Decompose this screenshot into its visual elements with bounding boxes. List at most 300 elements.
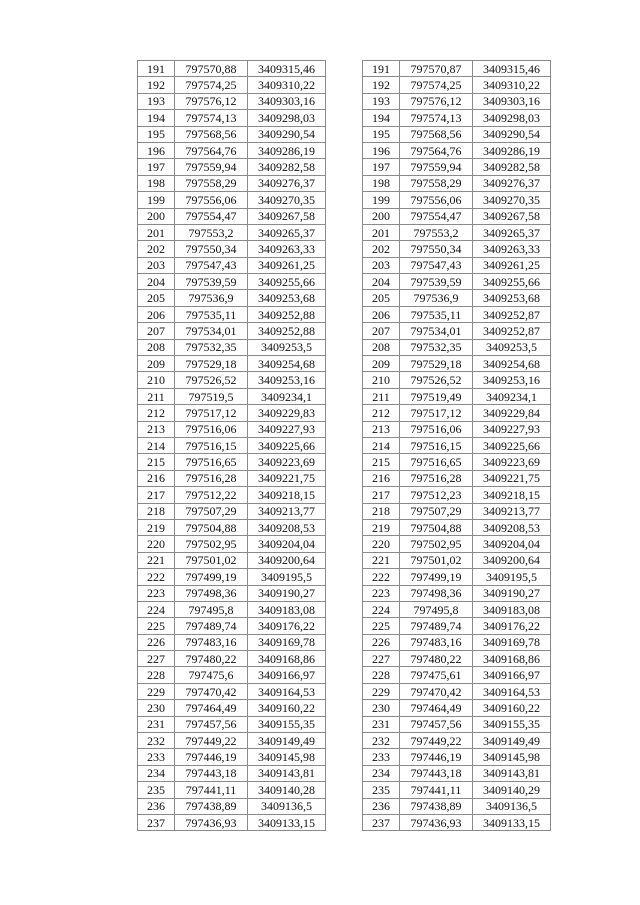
x-coordinate-cell: 797499,19 — [175, 569, 248, 585]
table-row — [138, 651, 326, 667]
point-number-cell: 232 — [138, 733, 175, 749]
table-row — [363, 175, 551, 191]
x-coordinate-cell: 797539,59 — [175, 274, 248, 290]
table-row — [138, 306, 326, 322]
point-number-cell: 222 — [138, 569, 175, 585]
y-coordinate-cell: 3409225,66 — [473, 437, 551, 453]
point-number-cell: 213 — [363, 421, 400, 437]
x-coordinate-cell: 797449,22 — [175, 733, 248, 749]
table-row — [138, 503, 326, 519]
table-row — [363, 454, 551, 470]
table-row — [138, 437, 326, 453]
y-coordinate-cell: 3409252,87 — [473, 306, 551, 322]
x-coordinate-cell: 797446,19 — [175, 749, 248, 765]
y-coordinate-cell: 3409166,97 — [473, 667, 551, 683]
x-coordinate-cell: 797441,11 — [175, 782, 248, 798]
table-row — [138, 241, 326, 257]
point-number-cell: 229 — [138, 683, 175, 699]
x-coordinate-cell: 797516,65 — [175, 454, 248, 470]
y-coordinate-cell: 3409140,29 — [473, 782, 551, 798]
y-coordinate-cell: 3409267,58 — [248, 208, 326, 224]
point-number-cell: 222 — [363, 569, 400, 585]
x-coordinate-cell: 797512,23 — [400, 487, 473, 503]
table-row — [138, 683, 326, 699]
table-row — [363, 274, 551, 290]
x-coordinate-cell: 797507,29 — [175, 503, 248, 519]
x-coordinate-cell: 797436,93 — [175, 814, 248, 830]
table-row — [138, 61, 326, 77]
table-row — [363, 733, 551, 749]
point-number-cell: 224 — [138, 601, 175, 617]
x-coordinate-cell: 797489,74 — [175, 618, 248, 634]
table-row — [138, 798, 326, 814]
y-coordinate-cell: 3409254,68 — [473, 356, 551, 372]
x-coordinate-cell: 797547,43 — [400, 257, 473, 273]
point-number-cell: 223 — [138, 585, 175, 601]
table-row — [138, 323, 326, 339]
point-number-cell: 191 — [138, 61, 175, 77]
point-number-cell: 195 — [363, 126, 400, 142]
x-coordinate-cell: 797559,94 — [175, 159, 248, 175]
y-coordinate-cell: 3409221,75 — [248, 470, 326, 486]
y-coordinate-cell: 3409133,15 — [473, 814, 551, 830]
x-coordinate-cell: 797516,06 — [175, 421, 248, 437]
y-coordinate-cell: 3409168,86 — [473, 651, 551, 667]
y-coordinate-cell: 3409270,35 — [248, 192, 326, 208]
y-coordinate-cell: 3409136,5 — [248, 798, 326, 814]
point-number-cell: 199 — [138, 192, 175, 208]
y-coordinate-cell: 3409164,53 — [473, 683, 551, 699]
y-coordinate-cell: 3409168,86 — [248, 651, 326, 667]
y-coordinate-cell: 3409290,54 — [473, 126, 551, 142]
y-coordinate-cell: 3409195,5 — [473, 569, 551, 585]
x-coordinate-cell: 797554,47 — [175, 208, 248, 224]
y-coordinate-cell: 3409267,58 — [473, 208, 551, 224]
table-row — [363, 126, 551, 142]
point-number-cell: 219 — [363, 519, 400, 535]
point-number-cell: 197 — [138, 159, 175, 175]
y-coordinate-cell: 3409166,97 — [248, 667, 326, 683]
table-row — [363, 683, 551, 699]
x-coordinate-cell: 797535,11 — [400, 306, 473, 322]
x-coordinate-cell: 797441,11 — [400, 782, 473, 798]
table-row — [138, 405, 326, 421]
point-number-cell: 221 — [138, 552, 175, 568]
x-coordinate-cell: 797576,12 — [175, 93, 248, 109]
y-coordinate-cell: 3409227,93 — [248, 421, 326, 437]
table-row — [363, 372, 551, 388]
x-coordinate-cell: 797568,56 — [400, 126, 473, 142]
table-row — [138, 716, 326, 732]
table-row — [138, 536, 326, 552]
x-coordinate-cell: 797517,12 — [175, 405, 248, 421]
x-coordinate-cell: 797501,02 — [400, 552, 473, 568]
y-coordinate-cell: 3409253,68 — [473, 290, 551, 306]
x-coordinate-cell: 797475,6 — [175, 667, 248, 683]
point-number-cell: 213 — [138, 421, 175, 437]
x-coordinate-cell: 797519,49 — [400, 388, 473, 404]
y-coordinate-cell: 3409200,64 — [473, 552, 551, 568]
table-row — [138, 372, 326, 388]
y-coordinate-cell: 3409261,25 — [248, 257, 326, 273]
y-coordinate-cell: 3409253,16 — [473, 372, 551, 388]
table-row — [363, 552, 551, 568]
x-coordinate-cell: 797556,06 — [400, 192, 473, 208]
table-row — [138, 93, 326, 109]
table-row — [363, 257, 551, 273]
x-coordinate-cell: 797574,25 — [400, 77, 473, 93]
x-coordinate-cell: 797495,8 — [175, 601, 248, 617]
table-row — [138, 765, 326, 781]
x-coordinate-cell: 797504,88 — [175, 519, 248, 535]
y-coordinate-cell: 3409208,53 — [473, 519, 551, 535]
x-coordinate-cell: 797570,87 — [400, 61, 473, 77]
x-coordinate-cell: 797519,5 — [175, 388, 248, 404]
y-coordinate-cell: 3409140,28 — [248, 782, 326, 798]
table-row — [363, 356, 551, 372]
x-coordinate-cell: 797576,12 — [400, 93, 473, 109]
y-coordinate-cell: 3409229,84 — [473, 405, 551, 421]
x-coordinate-cell: 797564,76 — [175, 142, 248, 158]
x-coordinate-cell: 797438,89 — [175, 798, 248, 814]
y-coordinate-cell: 3409149,49 — [248, 733, 326, 749]
point-number-cell: 197 — [363, 159, 400, 175]
y-coordinate-cell: 3409252,88 — [248, 306, 326, 322]
table-row — [363, 503, 551, 519]
table-row — [363, 814, 551, 830]
point-number-cell: 210 — [138, 372, 175, 388]
point-number-cell: 200 — [138, 208, 175, 224]
table-row — [138, 454, 326, 470]
y-coordinate-cell: 3409286,19 — [473, 142, 551, 158]
x-coordinate-cell: 797443,18 — [175, 765, 248, 781]
point-number-cell: 216 — [363, 470, 400, 486]
x-coordinate-cell: 797446,19 — [400, 749, 473, 765]
y-coordinate-cell: 3409265,37 — [473, 224, 551, 240]
y-coordinate-cell: 3409160,22 — [248, 700, 326, 716]
table-row — [363, 585, 551, 601]
y-coordinate-cell: 3409310,22 — [473, 77, 551, 93]
table-row — [363, 93, 551, 109]
x-coordinate-cell: 797534,01 — [175, 323, 248, 339]
x-coordinate-cell: 797568,56 — [175, 126, 248, 142]
y-coordinate-cell: 3409164,53 — [248, 683, 326, 699]
x-coordinate-cell: 797535,11 — [175, 306, 248, 322]
x-coordinate-cell: 797512,22 — [175, 487, 248, 503]
table-row — [138, 356, 326, 372]
y-coordinate-cell: 3409310,22 — [248, 77, 326, 93]
table-row — [363, 241, 551, 257]
point-number-cell: 231 — [363, 716, 400, 732]
table-row — [363, 306, 551, 322]
x-coordinate-cell: 797483,16 — [400, 634, 473, 650]
table-row — [363, 618, 551, 634]
point-number-cell: 208 — [363, 339, 400, 355]
table-row — [363, 700, 551, 716]
x-coordinate-cell: 797532,35 — [175, 339, 248, 355]
table-row — [138, 487, 326, 503]
point-number-cell: 205 — [138, 290, 175, 306]
point-number-cell: 237 — [363, 814, 400, 830]
point-number-cell: 206 — [138, 306, 175, 322]
table-row — [363, 749, 551, 765]
y-coordinate-cell: 3409234,1 — [473, 388, 551, 404]
point-number-cell: 205 — [363, 290, 400, 306]
table-row — [138, 782, 326, 798]
table-row — [363, 405, 551, 421]
x-coordinate-cell: 797516,28 — [175, 470, 248, 486]
table-row — [363, 323, 551, 339]
table-row — [138, 192, 326, 208]
table-row — [138, 470, 326, 486]
x-coordinate-cell: 797436,93 — [400, 814, 473, 830]
table-row — [138, 601, 326, 617]
point-number-cell: 234 — [363, 765, 400, 781]
x-coordinate-cell: 797480,22 — [400, 651, 473, 667]
coordinates-table-left-body — [138, 61, 326, 831]
x-coordinate-cell: 797495,8 — [400, 601, 473, 617]
point-number-cell: 229 — [363, 683, 400, 699]
x-coordinate-cell: 797499,19 — [400, 569, 473, 585]
y-coordinate-cell: 3409133,15 — [248, 814, 326, 830]
point-number-cell: 212 — [138, 405, 175, 421]
table-row — [363, 470, 551, 486]
point-number-cell: 215 — [138, 454, 175, 470]
table-row — [363, 601, 551, 617]
point-number-cell: 211 — [138, 388, 175, 404]
table-row — [363, 667, 551, 683]
y-coordinate-cell: 3409229,83 — [248, 405, 326, 421]
y-coordinate-cell: 3409218,15 — [473, 487, 551, 503]
table-row — [138, 814, 326, 830]
y-coordinate-cell: 3409155,35 — [248, 716, 326, 732]
y-coordinate-cell: 3409282,58 — [248, 159, 326, 175]
table-row — [363, 110, 551, 126]
table-row — [138, 585, 326, 601]
point-number-cell: 225 — [138, 618, 175, 634]
y-coordinate-cell: 3409303,16 — [473, 93, 551, 109]
point-number-cell: 215 — [363, 454, 400, 470]
point-number-cell: 228 — [363, 667, 400, 683]
y-coordinate-cell: 3409225,66 — [248, 437, 326, 453]
table-row — [138, 274, 326, 290]
table-row — [138, 77, 326, 93]
point-number-cell: 212 — [363, 405, 400, 421]
y-coordinate-cell: 3409160,22 — [473, 700, 551, 716]
x-coordinate-cell: 797574,13 — [175, 110, 248, 126]
x-coordinate-cell: 797457,56 — [175, 716, 248, 732]
y-coordinate-cell: 3409253,5 — [473, 339, 551, 355]
point-number-cell: 214 — [363, 437, 400, 453]
y-coordinate-cell: 3409155,35 — [473, 716, 551, 732]
y-coordinate-cell: 3409263,33 — [473, 241, 551, 257]
table-row — [363, 421, 551, 437]
point-number-cell: 192 — [138, 77, 175, 93]
x-coordinate-cell: 797489,74 — [400, 618, 473, 634]
point-number-cell: 237 — [138, 814, 175, 830]
x-coordinate-cell: 797536,9 — [400, 290, 473, 306]
x-coordinate-cell: 797574,25 — [175, 77, 248, 93]
point-number-cell: 195 — [138, 126, 175, 142]
point-number-cell: 218 — [138, 503, 175, 519]
y-coordinate-cell: 3409234,1 — [248, 388, 326, 404]
table-row — [138, 618, 326, 634]
point-number-cell: 236 — [363, 798, 400, 814]
table-row — [138, 421, 326, 437]
table-row — [138, 290, 326, 306]
point-number-cell: 199 — [363, 192, 400, 208]
point-number-cell: 218 — [363, 503, 400, 519]
point-number-cell: 209 — [363, 356, 400, 372]
point-number-cell: 196 — [363, 142, 400, 158]
point-number-cell: 217 — [138, 487, 175, 503]
y-coordinate-cell: 3409315,46 — [473, 61, 551, 77]
table-row — [363, 77, 551, 93]
point-number-cell: 223 — [363, 585, 400, 601]
y-coordinate-cell: 3409195,5 — [248, 569, 326, 585]
point-number-cell: 235 — [138, 782, 175, 798]
point-number-cell: 191 — [363, 61, 400, 77]
y-coordinate-cell: 3409190,27 — [248, 585, 326, 601]
y-coordinate-cell: 3409200,64 — [248, 552, 326, 568]
y-coordinate-cell: 3409255,66 — [473, 274, 551, 290]
y-coordinate-cell: 3409253,68 — [248, 290, 326, 306]
x-coordinate-cell: 797507,29 — [400, 503, 473, 519]
table-row — [138, 110, 326, 126]
point-number-cell: 198 — [363, 175, 400, 191]
x-coordinate-cell: 797532,35 — [400, 339, 473, 355]
y-coordinate-cell: 3409265,37 — [248, 224, 326, 240]
x-coordinate-cell: 797470,42 — [175, 683, 248, 699]
point-number-cell: 203 — [138, 257, 175, 273]
x-coordinate-cell: 797539,59 — [400, 274, 473, 290]
point-number-cell: 196 — [138, 142, 175, 158]
x-coordinate-cell: 797516,28 — [400, 470, 473, 486]
table-row — [363, 798, 551, 814]
x-coordinate-cell: 797443,18 — [400, 765, 473, 781]
point-number-cell: 233 — [138, 749, 175, 765]
y-coordinate-cell: 3409169,78 — [473, 634, 551, 650]
point-number-cell: 221 — [363, 552, 400, 568]
table-row — [138, 388, 326, 404]
y-coordinate-cell: 3409270,35 — [473, 192, 551, 208]
point-number-cell: 224 — [363, 601, 400, 617]
x-coordinate-cell: 797483,16 — [175, 634, 248, 650]
point-number-cell: 207 — [363, 323, 400, 339]
point-number-cell: 200 — [363, 208, 400, 224]
y-coordinate-cell: 3409303,16 — [248, 93, 326, 109]
table-row — [138, 519, 326, 535]
point-number-cell: 208 — [138, 339, 175, 355]
x-coordinate-cell: 797550,34 — [400, 241, 473, 257]
y-coordinate-cell: 3409223,69 — [248, 454, 326, 470]
y-coordinate-cell: 3409252,87 — [473, 323, 551, 339]
point-number-cell: 226 — [363, 634, 400, 650]
table-row — [138, 224, 326, 240]
point-number-cell: 202 — [138, 241, 175, 257]
point-number-cell: 227 — [363, 651, 400, 667]
coordinates-table-left — [137, 60, 326, 831]
table-row — [363, 651, 551, 667]
x-coordinate-cell: 797516,15 — [400, 437, 473, 453]
point-number-cell: 211 — [363, 388, 400, 404]
x-coordinate-cell: 797516,06 — [400, 421, 473, 437]
point-number-cell: 210 — [363, 372, 400, 388]
point-number-cell: 214 — [138, 437, 175, 453]
x-coordinate-cell: 797449,22 — [400, 733, 473, 749]
y-coordinate-cell: 3409282,58 — [473, 159, 551, 175]
table-row — [138, 733, 326, 749]
y-coordinate-cell: 3409290,54 — [248, 126, 326, 142]
y-coordinate-cell: 3409298,03 — [473, 110, 551, 126]
table-row — [138, 257, 326, 273]
x-coordinate-cell: 797516,15 — [175, 437, 248, 453]
coordinates-table-right — [362, 60, 551, 831]
table-row — [363, 61, 551, 77]
y-coordinate-cell: 3409221,75 — [473, 470, 551, 486]
point-number-cell: 232 — [363, 733, 400, 749]
y-coordinate-cell: 3409263,33 — [248, 241, 326, 257]
y-coordinate-cell: 3409208,53 — [248, 519, 326, 535]
x-coordinate-cell: 797564,76 — [400, 142, 473, 158]
table-row — [138, 159, 326, 175]
x-coordinate-cell: 797470,42 — [400, 683, 473, 699]
y-coordinate-cell: 3409276,37 — [473, 175, 551, 191]
point-number-cell: 217 — [363, 487, 400, 503]
x-coordinate-cell: 797517,12 — [400, 405, 473, 421]
table-row — [363, 569, 551, 585]
point-number-cell: 230 — [138, 700, 175, 716]
y-coordinate-cell: 3409149,49 — [473, 733, 551, 749]
x-coordinate-cell: 797526,52 — [400, 372, 473, 388]
x-coordinate-cell: 797553,2 — [175, 224, 248, 240]
table-row — [138, 175, 326, 191]
table-row — [138, 339, 326, 355]
point-number-cell: 194 — [138, 110, 175, 126]
table-row — [363, 634, 551, 650]
table-row — [138, 126, 326, 142]
y-coordinate-cell: 3409204,04 — [473, 536, 551, 552]
point-number-cell: 233 — [363, 749, 400, 765]
point-number-cell: 235 — [363, 782, 400, 798]
point-number-cell: 207 — [138, 323, 175, 339]
y-coordinate-cell: 3409143,81 — [248, 765, 326, 781]
y-coordinate-cell: 3409183,08 — [473, 601, 551, 617]
table-row — [138, 700, 326, 716]
table-row — [363, 192, 551, 208]
x-coordinate-cell: 797574,13 — [400, 110, 473, 126]
y-coordinate-cell: 3409213,77 — [473, 503, 551, 519]
x-coordinate-cell: 797480,22 — [175, 651, 248, 667]
table-row — [363, 224, 551, 240]
x-coordinate-cell: 797529,18 — [400, 356, 473, 372]
y-coordinate-cell: 3409254,68 — [248, 356, 326, 372]
x-coordinate-cell: 797498,36 — [400, 585, 473, 601]
y-coordinate-cell: 3409218,15 — [248, 487, 326, 503]
x-coordinate-cell: 797464,49 — [400, 700, 473, 716]
point-number-cell: 192 — [363, 77, 400, 93]
table-row — [363, 142, 551, 158]
point-number-cell: 194 — [363, 110, 400, 126]
table-row — [363, 388, 551, 404]
y-coordinate-cell: 3409176,22 — [248, 618, 326, 634]
x-coordinate-cell: 797550,34 — [175, 241, 248, 257]
x-coordinate-cell: 797536,9 — [175, 290, 248, 306]
point-number-cell: 220 — [363, 536, 400, 552]
table-row — [138, 749, 326, 765]
y-coordinate-cell: 3409143,81 — [473, 765, 551, 781]
y-coordinate-cell: 3409136,5 — [473, 798, 551, 814]
